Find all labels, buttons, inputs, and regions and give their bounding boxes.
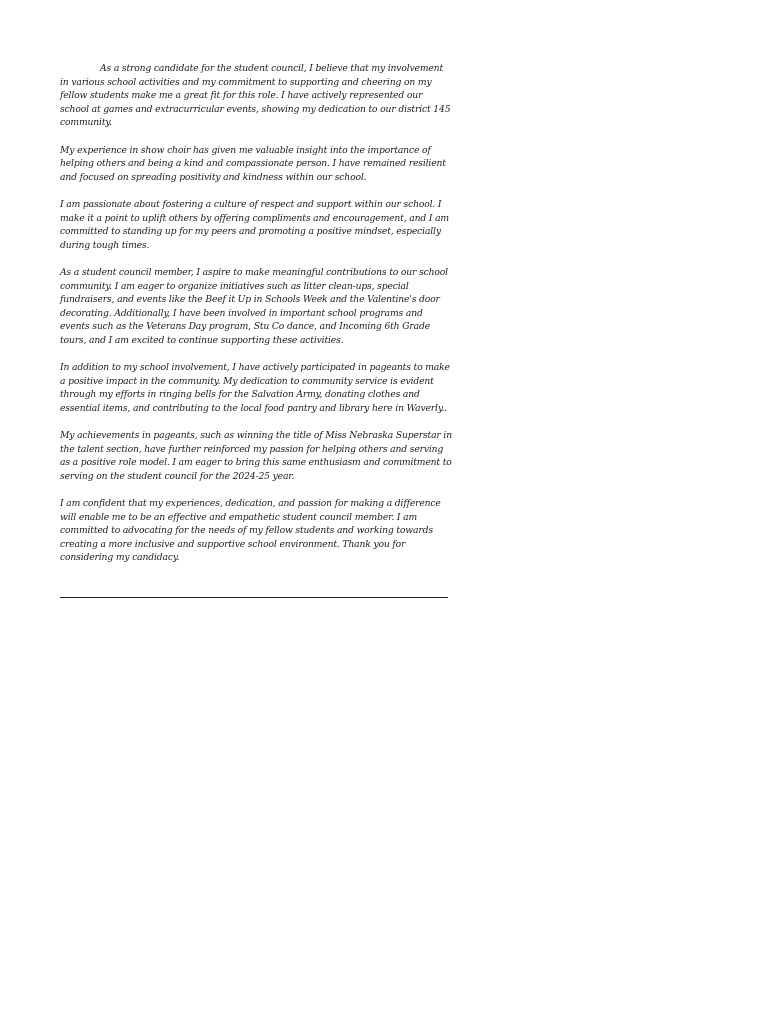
paragraph-candidacy-intro: As a strong candidate for the student council, I believe that my involvement in various school activities and my commitment to supporting and cheering on my fellow students make me a great fit for this role. I have actively represented our school at games and extracurricular events, showing my dedication to our district 145 community. [60,63,451,129]
paragraph-respect-support: I am passionate about fostering a culture of respect and support within our school. I make it a point to uplift others by offering compliments and encouragement, and I am committed to standing up for my peers and promoting a positive mindset, especially during tough times. [60,198,449,251]
paragraph-pageant-achievements: My achievements in pageants, such as winning the title of Miss Nebraska Superstar in the talent section, have further reinforced my passion for helping others and serving as a positive role model. I am eager to bring this same enthusiasm and commitment to serving on the student council for the 2024-25 year. [60,430,452,482]
paragraph-community-service: In addition to my school involvement, I have actively participated in pageants to make a positive impact in the community. My dedication to community service is evident through my efforts in ringing bells for the Salvation Army, donating clothes and essential items, and contributing to the local food pantry and library here in Waverly.. [60,362,450,414]
letter-body [60,62,452,579]
paragraph-council-initiatives: As a student council member, I aspire to make meaningful contributions to our school community. I am eager to organize initiatives such as litter clean-ups, special fundraisers, and events like the Beef it Up in Schools Week and the Valentine's door decorating. Additionally, I have been involved in important school programs and events such as the Veterans Day program, Stu Co dance, and Incoming 6th Grade tours, and I am excited to continue supporting these activities. [60,266,448,346]
paragraph-show-choir: My experience in show choir has given me valuable insight into the importance of helping others and being a kind and compassionate person. I have remained resilient and focused on spreading positivity and kindness within our school. [60,144,446,183]
signature-line [60,597,448,598]
paragraph-closing: I am confident that my experiences, dedication, and passion for making a difference will enable me to be an effective and empathetic student council member. I am committed to advocating for the needs of my fellow students and working towards creating a more inclusive and supportive school environment. Thank you for considering my candidacy. [60,498,441,564]
